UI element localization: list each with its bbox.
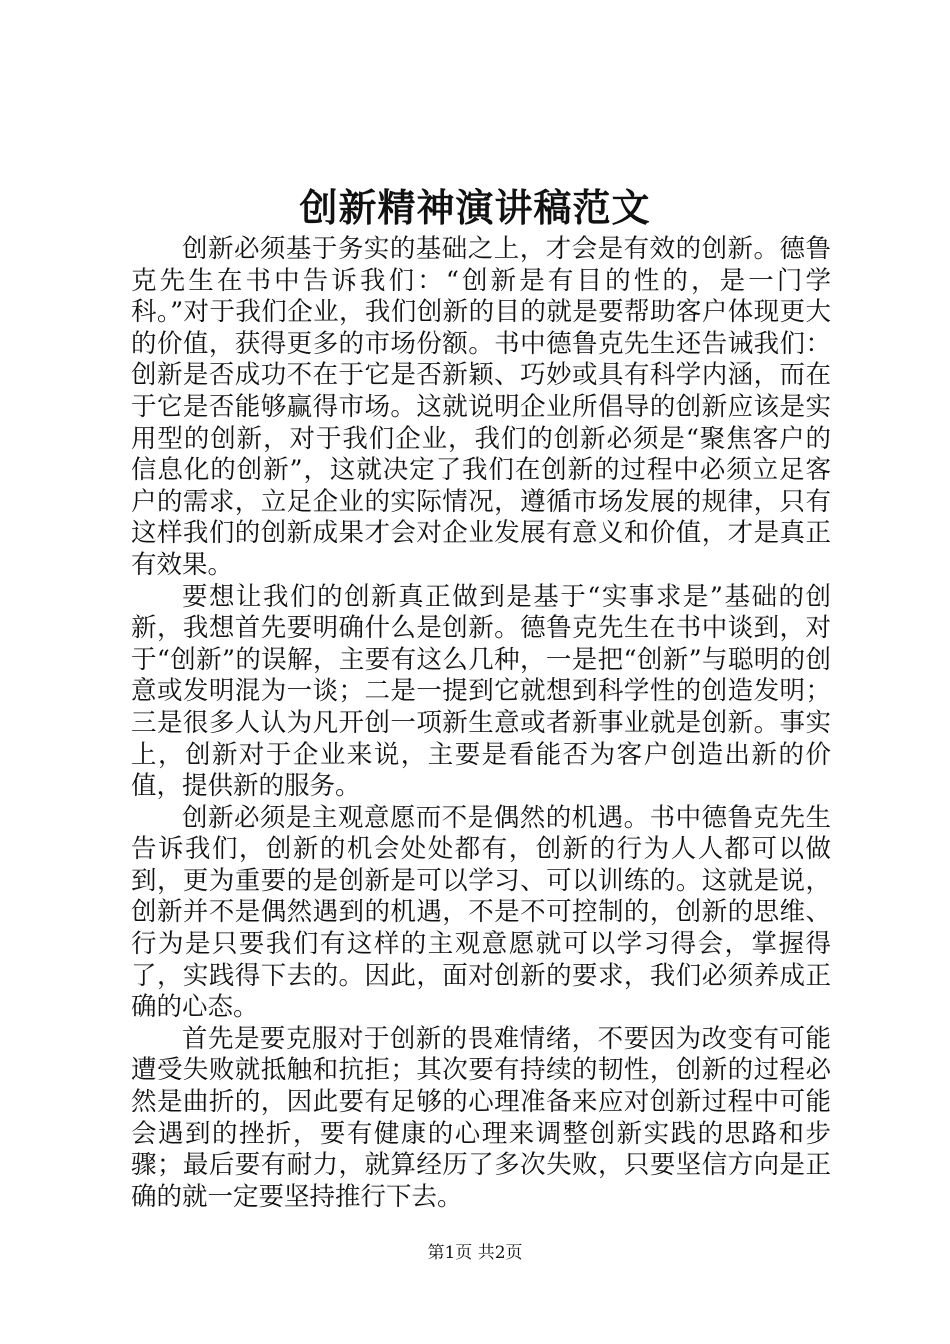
paragraph: 创新必须基于务实的基础之上，才会是有效的创新。德鲁克先生在书中告诉我们：“创新是有目的性的，是一门学科。”对于我们企业，我们创新的目的就是要帮助客户体现更大的价值，获得更多的市场份额。书中德鲁克先生还告诫我们：创新是否成功不在于它是否新颖、巧妙或具有科学内涵，而在于它是否能够赢得市场。这就说明企业所倡导的创新应该是实用型的创新，对于我们企业，我们的创新必须是“聚焦客户的信息化的创新”，这就决定了我们在创新的过程中必须立足客户的需求，立足企业的实际情况，遵循市场发展的规律，只有这样我们的创新成果才会对企业发展有意义和价值，才是真正有效果。 — [131, 234, 831, 580]
paragraph: 创新必须是主观意愿而不是偶然的机遇。书中德鲁克先生告诉我们，创新的机会处处都有，创新的行为人人都可以做到，更为重要的是创新是可以学习、可以训练的。这就是说，创新并不是偶然遇到的机遇，不是不可控制的，创新的思维、行为是只要我们有这样的主观意愿就可以学习得会，掌握得了，实践得下去的。因此，面对创新的要求，我们必须养成正确的心态。 — [131, 802, 831, 1023]
paragraph: 首先是要克服对于创新的畏难情绪，不要因为改变有可能遭受失败就抵触和抗拒；其次要有持续的韧性，创新的过程必然是曲折的，因此要有足够的心理准备来应对创新过程中可能会遇到的挫折，要有健康的心理来调整创新实践的思路和步骤；最后要有耐力，就算经历了多次失败，只要坚信方向是正确的就一定要坚持推行下去。 — [131, 1023, 831, 1212]
document-body — [131, 234, 831, 1213]
paragraph: 要想让我们的创新真正做到是基于“实事求是”基础的创新，我想首先要明确什么是创新。德鲁克先生在书中谈到，对于“创新”的误解，主要有这么几种，一是把“创新”与聪明的创意或发明混为一谈；二是一提到它就想到科学性的创造发明；三是很多人认为凡开创一项新生意或者新事业就是创新。事实上，创新对于企业来说，主要是看能否为客户创造出新的价值，提供新的服务。 — [131, 581, 831, 802]
page-number-footer: 第1页 共2页 — [427, 1243, 523, 1263]
document-title: 创新精神演讲稿范文 — [299, 185, 651, 230]
